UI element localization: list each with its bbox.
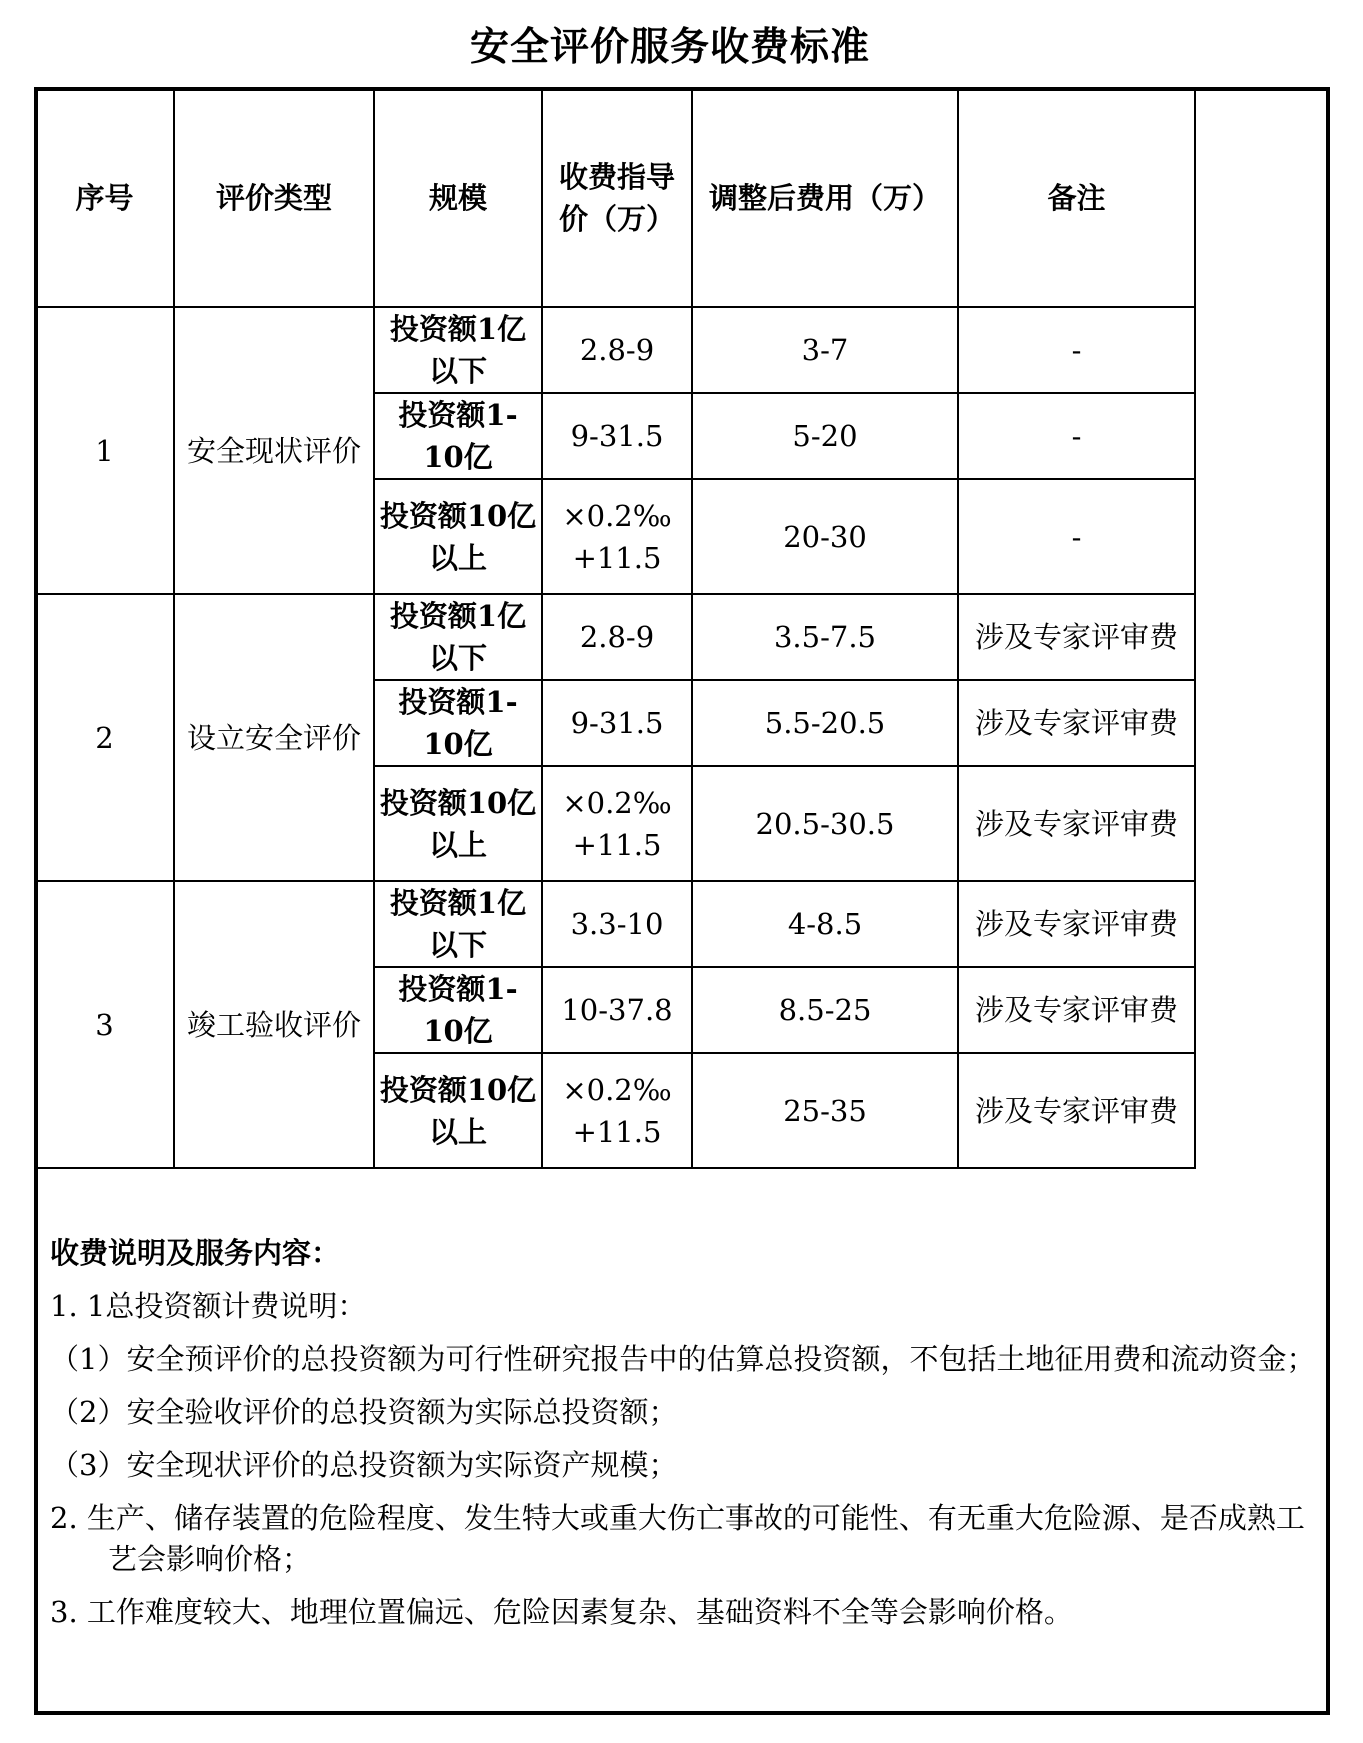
scale-cell: 投资额1亿以下 bbox=[374, 594, 542, 680]
scale-cell: 投资额1亿以下 bbox=[374, 307, 542, 393]
note-item-1-sub-3: （3）安全现状评价的总投资额为实际资产规模； bbox=[50, 1448, 678, 1482]
remark-cell: - bbox=[958, 307, 1195, 393]
scale-cell: 投资额1亿以下 bbox=[374, 881, 542, 967]
remark-cell: 涉及专家评审费 bbox=[958, 766, 1195, 881]
scale-cell: 投资额10亿以上 bbox=[374, 766, 542, 881]
notes-heading: 收费说明及服务内容： bbox=[50, 1236, 341, 1270]
header-type: 评价类型 bbox=[174, 88, 374, 307]
note-item-1: 1. 1总投资额计费说明： bbox=[50, 1289, 367, 1323]
scale-cell: 投资额1-10亿 bbox=[374, 967, 542, 1053]
remark-cell: 涉及专家评审费 bbox=[958, 967, 1195, 1053]
type-cell: 设立安全评价 bbox=[174, 594, 374, 881]
guide-price-cell: 9-31.5 bbox=[542, 393, 692, 479]
adjusted-fee-cell: 8.5-25 bbox=[692, 967, 958, 1053]
guide-price-cell: ×0.2‰+11.5 bbox=[542, 479, 692, 594]
guide-price-cell: ×0.2‰+11.5 bbox=[542, 766, 692, 881]
fee-notes bbox=[50, 1233, 1320, 1645]
type-cell: 安全现状评价 bbox=[174, 307, 374, 594]
guide-price-cell: 3.3-10 bbox=[542, 881, 692, 967]
note-item-1-sub-2: （2）安全验收评价的总投资额为实际总投资额； bbox=[50, 1395, 678, 1429]
header-scale: 规模 bbox=[374, 88, 542, 307]
adjusted-fee-cell: 4-8.5 bbox=[692, 881, 958, 967]
seq-cell: 3 bbox=[35, 881, 174, 1168]
header-seq: 序号 bbox=[35, 88, 174, 307]
seq-cell: 2 bbox=[35, 594, 174, 881]
adjusted-fee-cell: 20-30 bbox=[692, 479, 958, 594]
guide-price-cell: 2.8-9 bbox=[542, 594, 692, 680]
page-title: 安全评价服务收费标准 bbox=[469, 24, 870, 70]
note-item-3: 3. 工作难度较大、地理位置偏远、危险因素复杂、基础资料不全等会影响价格。 bbox=[50, 1595, 1073, 1629]
remark-cell: - bbox=[958, 393, 1195, 479]
scale-cell: 投资额1-10亿 bbox=[374, 393, 542, 479]
remark-cell: 涉及专家评审费 bbox=[958, 881, 1195, 967]
note-item-2: 2. 生产、储存装置的危险程度、发生特大或重大伤亡事故的可能性、有无重大危险源、是否成熟工艺会影响价格； bbox=[50, 1501, 1305, 1576]
seq-cell: 1 bbox=[35, 307, 174, 594]
scale-cell: 投资额10亿以上 bbox=[374, 1053, 542, 1168]
guide-price-cell: 9-31.5 bbox=[542, 680, 692, 766]
header-adjusted-fee: 调整后费用（万） bbox=[692, 88, 958, 307]
guide-price-cell: 10-37.8 bbox=[542, 967, 692, 1053]
header-remark: 备注 bbox=[958, 88, 1195, 307]
type-cell: 竣工验收评价 bbox=[174, 881, 374, 1168]
scale-cell: 投资额10亿以上 bbox=[374, 479, 542, 594]
adjusted-fee-cell: 3-7 bbox=[692, 307, 958, 393]
scale-cell: 投资额1-10亿 bbox=[374, 680, 542, 766]
remark-cell: 涉及专家评审费 bbox=[958, 680, 1195, 766]
note-item-1-sub-1: （1）安全预评价的总投资额为可行性研究报告中的估算总投资额，不包括土地征用费和流动资金； bbox=[50, 1342, 1316, 1376]
adjusted-fee-cell: 5.5-20.5 bbox=[692, 680, 958, 766]
adjusted-fee-cell: 3.5-7.5 bbox=[692, 594, 958, 680]
adjusted-fee-cell: 25-35 bbox=[692, 1053, 958, 1168]
guide-price-cell: ×0.2‰+11.5 bbox=[542, 1053, 692, 1168]
guide-price-cell: 2.8-9 bbox=[542, 307, 692, 393]
remark-cell: 涉及专家评审费 bbox=[958, 594, 1195, 680]
remark-cell: - bbox=[958, 479, 1195, 594]
remark-cell: 涉及专家评审费 bbox=[958, 1053, 1195, 1168]
adjusted-fee-cell: 20.5-30.5 bbox=[692, 766, 958, 881]
adjusted-fee-cell: 5-20 bbox=[692, 393, 958, 479]
header-guide-price: 收费指导价（万） bbox=[542, 88, 692, 307]
